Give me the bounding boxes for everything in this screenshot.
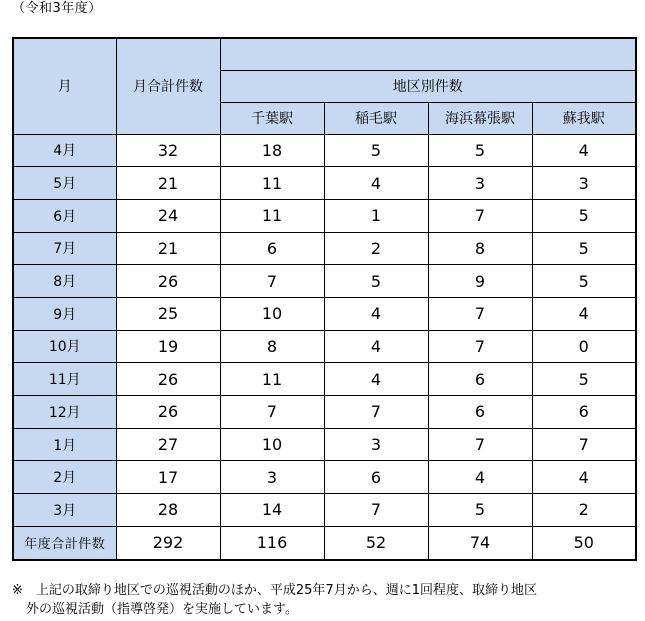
table-row	[13, 461, 636, 494]
annual-area-total: 52	[324, 526, 428, 560]
row-area-count: 18	[220, 134, 324, 167]
header-area-soga: 蘇我駅	[532, 102, 636, 134]
row-area-count: 0	[532, 330, 636, 363]
row-area-count: 7	[428, 428, 532, 461]
row-area-count: 7	[428, 199, 532, 232]
footnote	[12, 581, 632, 619]
table-row	[13, 134, 636, 167]
row-area-count: 5	[324, 265, 428, 298]
row-area-count: 5	[532, 363, 636, 396]
header-area-chiba: 千葉駅	[220, 102, 324, 134]
table-caption: （令和3年度）	[12, 1, 102, 16]
annual-area-total: 50	[532, 526, 636, 560]
row-monthly-total: 21	[116, 167, 220, 200]
row-month: 9月	[13, 297, 116, 330]
row-area-count: 5	[324, 134, 428, 167]
row-area-count: 7	[220, 396, 324, 429]
row-area-count: 7	[324, 396, 428, 429]
row-area-count: 11	[220, 363, 324, 396]
row-area-count: 5	[532, 232, 636, 265]
row-area-count: 5	[428, 134, 532, 167]
row-area-count: 4	[324, 297, 428, 330]
row-monthly-total: 26	[116, 363, 220, 396]
row-area-count: 10	[220, 428, 324, 461]
row-monthly-total: 26	[116, 396, 220, 429]
row-area-count: 6	[428, 363, 532, 396]
row-area-count: 5	[532, 199, 636, 232]
row-month: 4月	[13, 134, 116, 167]
footnote-line-1: ※ 上記の取締り地区での巡視活動のほか、平成25年7月から、週に1回程度、取締り地区	[12, 583, 537, 598]
table-row	[13, 330, 636, 363]
row-area-count: 6	[428, 396, 532, 429]
row-area-count: 6	[532, 396, 636, 429]
row-monthly-total: 32	[116, 134, 220, 167]
row-monthly-total: 26	[116, 265, 220, 298]
row-area-count: 4	[532, 297, 636, 330]
row-month: 2月	[13, 461, 116, 494]
row-area-count: 4	[532, 134, 636, 167]
row-monthly-total: 17	[116, 461, 220, 494]
row-area-count: 4	[428, 461, 532, 494]
table-row	[13, 428, 636, 461]
row-area-count: 9	[428, 265, 532, 298]
row-area-count: 14	[220, 494, 324, 527]
row-area-count: 7	[428, 330, 532, 363]
row-area-count: 2	[532, 494, 636, 527]
row-area-count: 1	[324, 199, 428, 232]
row-area-count: 3	[324, 428, 428, 461]
table-row	[13, 494, 636, 527]
row-area-count: 7	[324, 494, 428, 527]
table-row	[13, 232, 636, 265]
header-by-area: 地区別件数	[220, 70, 636, 102]
table-row	[13, 297, 636, 330]
row-area-count: 11	[220, 199, 324, 232]
row-area-count: 4	[324, 167, 428, 200]
row-month: 10月	[13, 330, 116, 363]
row-month: 3月	[13, 494, 116, 527]
row-area-count: 3	[428, 167, 532, 200]
row-area-count: 8	[220, 330, 324, 363]
table-row	[13, 265, 636, 298]
row-month: 11月	[13, 363, 116, 396]
row-area-count: 5	[532, 265, 636, 298]
row-area-count: 4	[324, 363, 428, 396]
row-month: 8月	[13, 265, 116, 298]
row-month: 7月	[13, 232, 116, 265]
row-area-count: 4	[532, 461, 636, 494]
annual-total-value: 292	[116, 526, 220, 560]
row-monthly-total: 25	[116, 297, 220, 330]
row-area-count: 3	[220, 461, 324, 494]
row-area-count: 3	[532, 167, 636, 200]
header-area-kaihinmakuhari: 海浜幕張駅	[428, 102, 532, 134]
footnote-line-2: 外の巡視活動（指導啓発）を実施しています。	[26, 602, 298, 617]
row-area-count: 4	[324, 330, 428, 363]
row-area-count: 5	[428, 494, 532, 527]
row-area-count: 2	[324, 232, 428, 265]
row-area-count: 7	[532, 428, 636, 461]
row-area-count: 6	[220, 232, 324, 265]
row-monthly-total: 27	[116, 428, 220, 461]
annual-total-row	[13, 526, 636, 560]
row-monthly-total: 24	[116, 199, 220, 232]
row-monthly-total: 21	[116, 232, 220, 265]
row-area-count: 10	[220, 297, 324, 330]
annual-total-label: 年度合計件数	[13, 526, 116, 560]
header-monthly-total: 月合計件数	[116, 38, 220, 134]
row-month: 6月	[13, 199, 116, 232]
row-area-count: 8	[428, 232, 532, 265]
row-monthly-total: 28	[116, 494, 220, 527]
row-area-count: 7	[428, 297, 532, 330]
table-row	[13, 396, 636, 429]
annual-area-total: 74	[428, 526, 532, 560]
row-month: 5月	[13, 167, 116, 200]
table-row	[13, 167, 636, 200]
header-month: 月	[13, 38, 116, 134]
row-monthly-total: 19	[116, 330, 220, 363]
monthly-statistics-table	[12, 37, 637, 561]
row-month: 1月	[13, 428, 116, 461]
row-area-count: 7	[220, 265, 324, 298]
header-spacer	[220, 38, 636, 70]
table-row	[13, 199, 636, 232]
header-area-inage: 稲毛駅	[324, 102, 428, 134]
row-month: 12月	[13, 396, 116, 429]
row-area-count: 6	[324, 461, 428, 494]
annual-area-total: 116	[220, 526, 324, 560]
table-row	[13, 363, 636, 396]
row-area-count: 11	[220, 167, 324, 200]
